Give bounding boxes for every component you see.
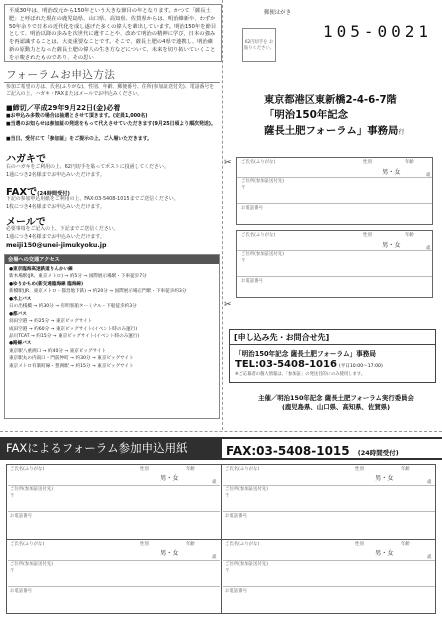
zip-mark: 〒 xyxy=(225,569,230,574)
postcard-text: 右のハガキをご利用の上、62円切手を貼ってポストに投函してください。 xyxy=(6,164,169,170)
fax-form-title: FAXによるフォーラム参加申込用紙 xyxy=(6,441,188,455)
address-line-3-row xyxy=(264,124,404,140)
contact-tel-row xyxy=(235,359,430,370)
zip-code: 105-0021 xyxy=(323,22,433,41)
address-suffix: 行 xyxy=(398,128,405,136)
gender-label: 性別 xyxy=(140,542,149,547)
access-line: 羽田空港 → 約25分 → 東京ビッグサイト xyxy=(9,319,93,325)
access-line: 東京駅八重洲口 → 約40分 → 東京ビッグサイト xyxy=(9,348,106,354)
fax-form-header xyxy=(0,437,442,460)
gender-label: 性別 xyxy=(363,160,372,165)
name-label: ご氏名(ふりがな) xyxy=(10,542,45,547)
form-divider xyxy=(8,511,220,512)
method-title: フォーラムお申込方法 xyxy=(6,69,116,81)
mail-text: 必要事項をご記入の上、下記までご送信ください。 xyxy=(6,226,119,232)
address-line-3: 薩長土肥フォーラム」事務局 xyxy=(264,124,399,137)
scissors-icon: ✂ xyxy=(224,158,232,168)
access-line: 成田空港 → 約60分 → 東京ビッグサイト(イベント時のみ運行) xyxy=(9,326,138,332)
contact-tel[interactable]: TEL:03-5408-1016 xyxy=(235,359,337,370)
gender-value[interactable]: 男・女 xyxy=(382,169,401,176)
zip-mark: 〒 xyxy=(241,186,246,191)
fax-number[interactable]: FAX:03-5408-1015 xyxy=(226,444,350,458)
privacy-note: ※ご応募者の個人情報は、「参加証」の発送目的にのみ使用します。 xyxy=(235,372,366,377)
access-line: 新橋駅(JR、東京メトロ・都営地下鉄) → 約20分 → 国際展示場正門駅・下車徒歩約3分 xyxy=(9,289,187,295)
cut-line-horizontal xyxy=(0,431,442,432)
address-label: ご住所(参加証送付先) xyxy=(241,179,284,184)
phone-label: お電話番号 xyxy=(10,589,32,594)
name-label: ご氏名(ふりがな) xyxy=(10,467,45,472)
form-divider xyxy=(223,586,435,587)
access-line: 品川TCAT → 約15分 → 東京ビッグサイト(イベント時のみ運行) xyxy=(9,333,140,339)
form-divider xyxy=(8,586,220,587)
age-unit: 歳 xyxy=(426,173,431,178)
access-line: ●水上バス xyxy=(9,296,32,302)
age-label: 年齢 xyxy=(405,160,414,165)
host-line-2: (鹿児島県、山口県、高知県、佐賀県) xyxy=(281,403,391,412)
name-label: ご氏名(ふりがな) xyxy=(225,467,260,472)
form-divider xyxy=(223,511,435,512)
contact-hours: (平日10:00〜17:00) xyxy=(338,364,383,369)
postcard-form-card[interactable] xyxy=(236,157,433,225)
address-line-2: 「明治150年記念 xyxy=(264,109,349,122)
access-title: 会場への交通アクセス xyxy=(5,255,219,264)
access-line: ●東京臨海高速鉄道りんかい線 xyxy=(9,267,73,272)
contact-body xyxy=(230,345,435,380)
method-divider xyxy=(4,82,220,83)
note-3: ■当日、受付にて「参加証」をご提示の上、ご入場いただきます。 xyxy=(6,136,153,142)
zip-mark: 〒 xyxy=(10,569,15,574)
access-line: 東京駅丸の内南口・門前仲町 → 約30分 → 東京ビッグサイト xyxy=(9,356,134,362)
age-label: 年齢 xyxy=(186,467,195,472)
contact-box xyxy=(229,329,436,383)
age-label: 年齢 xyxy=(405,233,414,238)
address-line-1: 東京都港区東新橋2-4-6-7階 xyxy=(264,95,397,106)
fax-entry-card[interactable] xyxy=(223,465,435,538)
postcard-form-card[interactable] xyxy=(236,230,433,298)
postcard-title: ハガキで xyxy=(6,154,46,165)
access-line: 東京メトロ有楽町線・豊洲駅 → 約15分 → 東京ビッグサイト xyxy=(9,363,134,369)
age-unit: 歳 xyxy=(212,480,217,485)
phone-label: お電話番号 xyxy=(10,514,32,519)
access-line: ●路線バス xyxy=(9,341,32,347)
gender-value[interactable]: 男・女 xyxy=(160,550,179,557)
age-label: 年齢 xyxy=(401,542,410,547)
fax-hours: (24時間受付) xyxy=(37,191,70,197)
postcard-label: 郵便はがき xyxy=(264,10,291,16)
fax-entry-card[interactable] xyxy=(223,540,435,613)
age-unit: 歳 xyxy=(426,246,431,251)
phone-label: お電話番号 xyxy=(225,514,247,519)
phone-label: お電話番号 xyxy=(241,206,263,211)
host-info xyxy=(236,394,436,413)
address-label: ご住所(参加証送付先) xyxy=(10,487,53,492)
access-line: 新木場駅(JR、東京メトロ) → 約5分 → 国際展示場駅・下車徒歩7分 xyxy=(9,274,147,280)
mail-address-link[interactable]: meiji150@unei-jimukyoku.jp xyxy=(6,242,107,249)
access-line: ●ゆりかもめ(新交通臨海線 臨海線) xyxy=(9,281,84,287)
contact-heading: [申し込み先・お問合せ先] xyxy=(230,330,435,345)
address-label: ご住所(参加証送付先) xyxy=(241,252,284,257)
gender-value[interactable]: 男・女 xyxy=(375,550,394,557)
deadline: ■締切／平成29年9月22日(金)必着 xyxy=(6,104,121,112)
gender-label: 性別 xyxy=(355,542,364,547)
intro-text: 平成30年は、明治改元から150年という大きな節目の年となります。かつて「薩長土肥」と呼ばれた現在の鹿児島県、山口県、高知県、佐賀県からは、明治維新や、わずか50年余りで日本の近代化を成し遂げた多くの偉人を輩出しています。明治150年を節目として、明治以降の歩みを次世代に遺すことや、改めて明治の精神に学び、日本の強みを再認識することは、大変重要なことです。そこで、薩長土肥の4県で連携し、明治維新の原動力となった薩長土肥の偉人の生き方などについて、未来を切り拓いていくことを示唆されたものであり、その思い xyxy=(9,8,217,61)
access-box xyxy=(4,254,220,419)
gender-label: 性別 xyxy=(355,467,364,472)
host-line-1: 主催／明治150年記念 薩長土肥フォーラム実行委員会 xyxy=(258,394,414,402)
gender-value[interactable]: 男・女 xyxy=(382,242,401,249)
name-label: ご氏名(ふりがな) xyxy=(241,160,276,165)
postcard-note: 1通につき2名様までお申込みいただけます。 xyxy=(6,172,105,178)
fax-title: FAXで(24時間受付) xyxy=(6,187,70,198)
age-unit: 歳 xyxy=(427,480,432,485)
contact-org: 「明治150年記念 薩長土肥フォーラム」事務局 xyxy=(235,350,376,358)
fax-note: 1枚につき4名様までお申込みいただけます。 xyxy=(6,204,105,210)
name-label: ご氏名(ふりがな) xyxy=(225,542,260,547)
address-label: ご住所(参加証送付先) xyxy=(10,562,53,567)
gender-label: 性別 xyxy=(140,467,149,472)
access-lines xyxy=(5,264,219,372)
age-label: 年齢 xyxy=(401,467,410,472)
fax-number-box xyxy=(222,439,442,458)
zip-mark: 〒 xyxy=(241,259,246,264)
address-label: ご住所(参加証送付先) xyxy=(225,487,268,492)
gender-value[interactable]: 男・女 xyxy=(375,475,394,482)
gender-label: 性別 xyxy=(363,233,372,238)
note-2: ■当選のお知らせは参加証の発送をもって代えさせていただきます(9月25日頃より順次発送)。 xyxy=(6,121,216,127)
stamp-box: 62円切手を お貼りください。 xyxy=(242,28,276,62)
fax-entry-card[interactable] xyxy=(8,465,220,538)
fax-text: 下記の参加申込用紙をご利用の上、FAX:03-5408-1015までご送信ください。 xyxy=(6,196,179,202)
age-unit: 歳 xyxy=(427,555,432,560)
zip-mark: 〒 xyxy=(10,494,15,499)
phone-label: お電話番号 xyxy=(225,589,247,594)
note-1: ■お申込み多数の場合は抽選とさせて頂きます。(定員1,000名) xyxy=(6,113,148,119)
fax-entry-card[interactable] xyxy=(8,540,220,613)
cut-line-vertical xyxy=(222,0,223,430)
address-label: ご住所(参加証送付先) xyxy=(225,562,268,567)
mail-title: メールで xyxy=(6,217,46,228)
method-lead: 参加ご希望の方は、氏名(ふりがな)、性別、年齢、郵便番号、住所(参加証送付先)、電話番号をご記入の上、ハガキ・FAXまたはメールでお申込みください。 xyxy=(6,84,215,98)
recipient-address xyxy=(264,93,404,140)
gender-value[interactable]: 男・女 xyxy=(160,475,179,482)
age-label: 年齢 xyxy=(186,542,195,547)
intro-box xyxy=(4,4,222,62)
mail-note: 1通につき4名様までお申込みいただけます。 xyxy=(6,234,105,240)
name-label: ご氏名(ふりがな) xyxy=(241,233,276,238)
zip-mark: 〒 xyxy=(225,494,230,499)
access-line: 日の出桟橋 → 約30分 → 有明客船ターミナル・下船徒歩約3分 xyxy=(9,304,137,310)
age-unit: 歳 xyxy=(212,555,217,560)
form-divider xyxy=(237,276,432,277)
phone-label: お電話番号 xyxy=(241,279,263,284)
access-line: ●都バス xyxy=(9,311,27,317)
form-divider xyxy=(237,203,432,204)
scissors-icon: ✂ xyxy=(224,300,232,310)
fax-number-hours: (24時間受付) xyxy=(357,449,399,457)
